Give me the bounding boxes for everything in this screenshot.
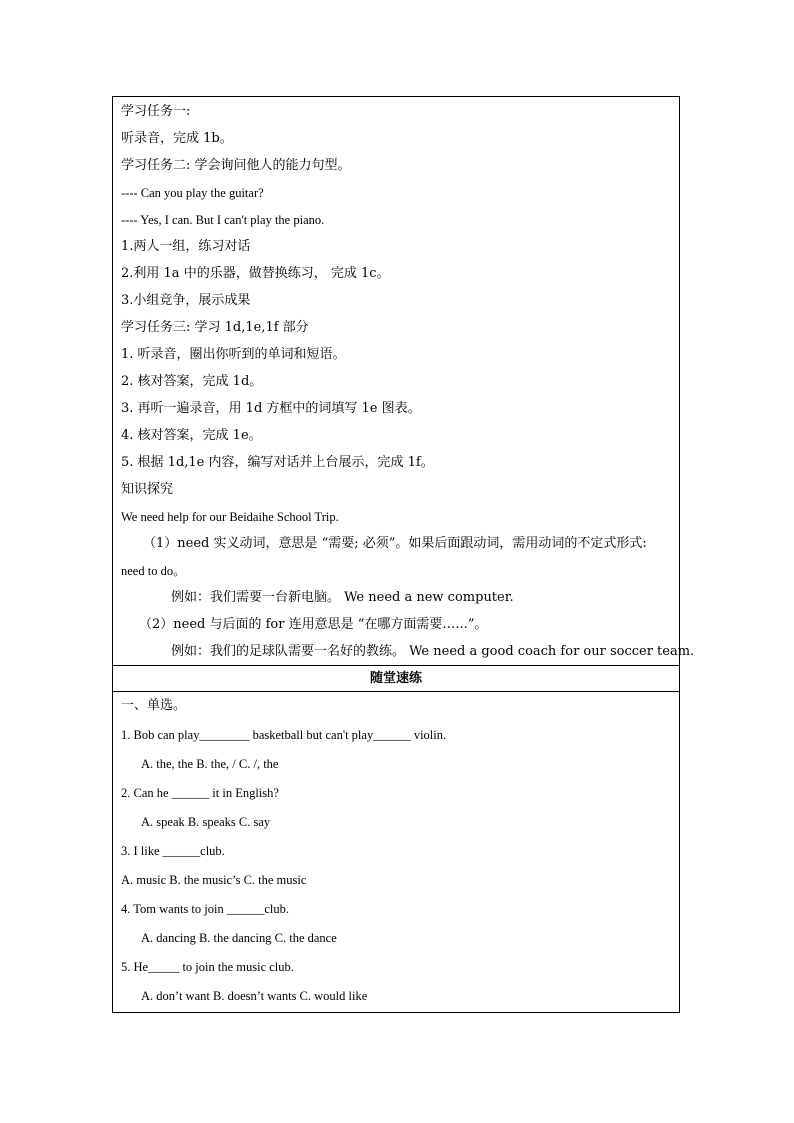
question-1: 1. Bob can play________ basketball but can't play______ violin. [121, 728, 447, 742]
question-3-options: A. music B. the music’s C. the music [121, 873, 307, 887]
note-1-example: 例如：我们需要一台新电脑。 We need a new computer. [171, 590, 514, 605]
task-three-step-5: 5. 根据 1d,1e 内容，编写对话并上台展示，完成 1f。 [121, 455, 434, 470]
dialogue-question: ---- Can you play the guitar? [121, 186, 264, 200]
task-two-step-2: 2.利用 1a 中的乐器，做替换练习， 完成 1c。 [121, 266, 390, 281]
example-sentence: We need help for our Beidaihe School Trip. [121, 510, 339, 524]
note-2-example: 例如：我们的足球队需要一名好的教练。 We need a good coach for our soccer team. [171, 644, 695, 659]
question-5-options: A. don’t want B. doesn’t wants C. would like [141, 989, 368, 1003]
task-one-heading: 学习任务一: [121, 104, 191, 119]
question-1-options: A. the, the B. the, / C. /, the [141, 757, 279, 771]
note-2: （2）need 与后面的 for 连用意思是 “在哪方面需要…...”。 [139, 617, 488, 632]
task-three-step-3: 3. 再听一遍录音，用 1d 方框中的词填写 1e 图表。 [121, 401, 421, 416]
task-three-step-2: 2. 核对答案，完成 1d。 [121, 374, 263, 389]
question-2: 2. Can he ______ it in English? [121, 786, 279, 800]
worksheet-table [112, 96, 695, 1013]
note-1-continued: need to do。 [121, 564, 186, 578]
study-tasks-section [113, 97, 695, 666]
dialogue-answer: ---- Yes, I can. But I can't play the piano. [121, 213, 325, 227]
question-5: 5. He_____ to join the music club. [121, 960, 294, 974]
task-one-instruction: 听录音，完成 1b。 [121, 131, 233, 146]
task-three-step-4: 4. 核对答案，完成 1e。 [121, 428, 262, 443]
question-4: 4. Tom wants to join ______club. [121, 902, 289, 916]
practice-title-row [113, 666, 679, 692]
practice-section [113, 692, 679, 1014]
practice-heading: 一、单选。 [121, 698, 187, 713]
question-3: 3. I like ______club. [121, 844, 225, 858]
task-two-step-3: 3.小组竞争，展示成果 [121, 293, 251, 308]
question-4-options: A. dancing B. the dancing C. the dance [141, 931, 337, 945]
knowledge-heading: 知识探究 [121, 482, 174, 497]
question-2-options: A. speak B. speaks C. say [141, 815, 271, 829]
note-1: （1）need 实义动词，意思是 “需要; 必须”。如果后面跟动词，需用动词的不定式形式: [143, 536, 647, 551]
practice-title: 随堂速练 [369, 671, 422, 686]
task-three-heading: 学习任务三: 学习 1d,1e,1f 部分 [121, 320, 309, 335]
task-three-step-1: 1. 听录音，圈出你听到的单词和短语。 [121, 347, 346, 362]
task-two-step-1: 1.两人一组，练习对话 [121, 239, 251, 254]
task-two-heading: 学习任务二: 学会询问他人的能力句型。 [121, 158, 351, 173]
